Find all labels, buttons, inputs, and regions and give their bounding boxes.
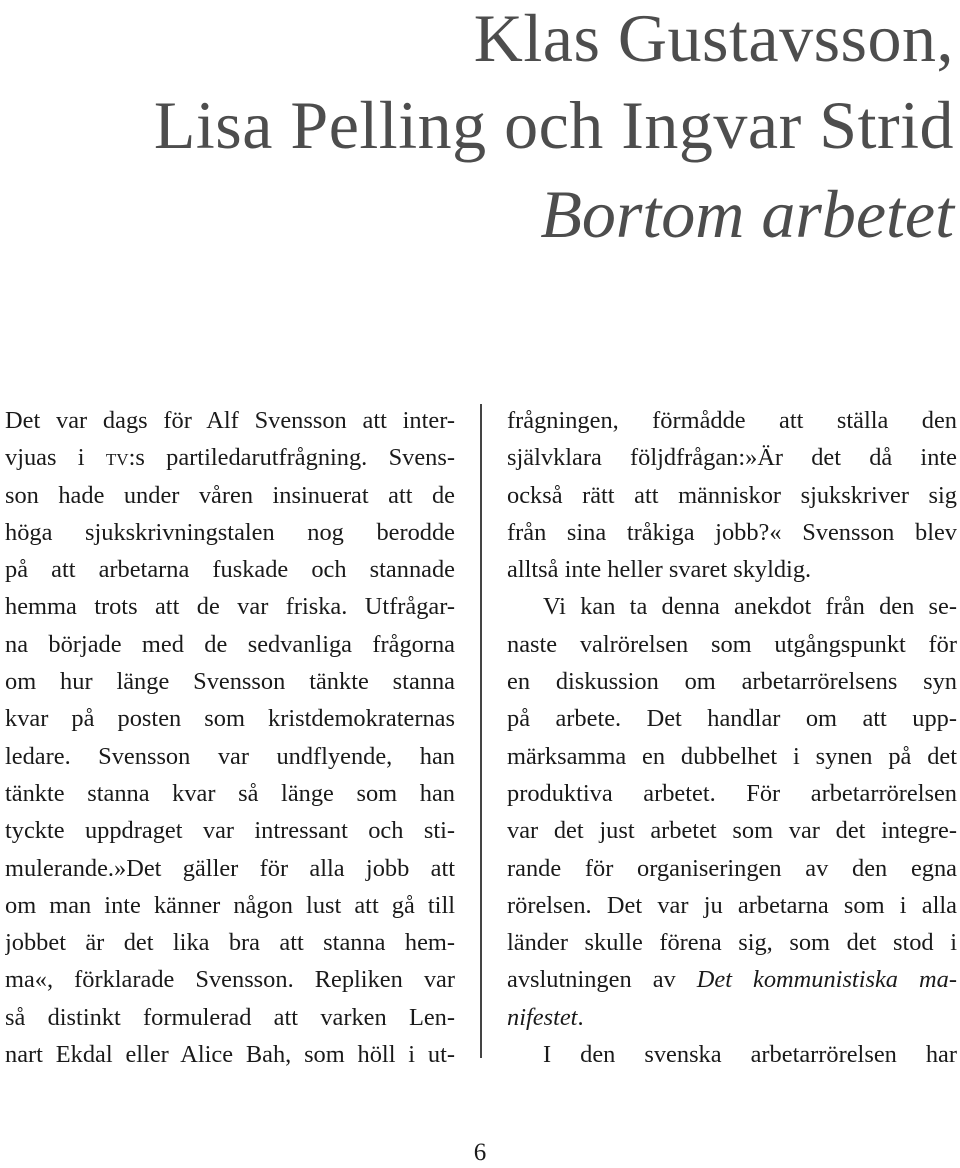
text-segment: :s partiledarutfrågning. Svens-	[128, 444, 455, 472]
text-line: I den svenska arbetarrörelsen har	[543, 1041, 957, 1069]
text-line: rörelsen. Det var ju arbetarna som i alla	[507, 891, 957, 919]
author-line-1: Klas Gustavsson,	[473, 0, 954, 76]
text-line: på arbete. Det handlar om att upp-	[507, 705, 957, 733]
text-line: kvar på posten som kristdemokraternas	[5, 705, 455, 733]
text-line: tänkte stanna kvar så länge som han	[5, 779, 455, 807]
text-line	[507, 961, 957, 998]
text-line: mulerande.»Det gäller för alla jobb att	[5, 854, 455, 882]
text-line: produktiva arbetet. För arbetarrörelsen	[507, 779, 957, 807]
page-number: 6	[473, 1139, 487, 1166]
text-line: ledare. Svensson var undflyende, han	[5, 742, 455, 770]
text-line: Vi kan ta denna anekdot från den se-	[543, 593, 957, 621]
italic-title: nifestet	[507, 1003, 578, 1031]
text-line: från sina tråkiga jobb?« Svensson blev	[507, 518, 957, 546]
text-line: na började med de sedvanliga frågorna	[5, 630, 455, 658]
text-line: märksamma en dubbelhet i synen på det	[507, 742, 957, 770]
text-line: nart Ekdal eller Alice Bah, som höll i ut-	[5, 1041, 455, 1069]
text-line: Det var dags för Alf Svensson att inter-	[5, 407, 455, 434]
book-title: Bortom arbetet	[540, 176, 954, 252]
text-line: frågningen, förmådde att ställa den	[507, 407, 957, 434]
text-line: tyckte uppdraget var intressant och sti-	[5, 817, 455, 845]
right-column	[507, 402, 957, 1073]
text-line: självklara följdfrågan:»Är det då inte	[507, 444, 957, 472]
text-line: också rätt att människor sjukskriver sig	[507, 481, 957, 509]
text-line: höga sjukskrivningstalen nog berodde	[5, 518, 455, 546]
text-segment: vjuas i	[5, 444, 106, 472]
text-line: på att arbetarna fuskade och stannade	[5, 556, 455, 584]
text-line: alltså inte heller svaret skyldig.	[507, 556, 812, 584]
author-line-2: Lisa Pelling och Ingvar Strid	[153, 87, 954, 163]
text-line: länder skulle förena sig, som det stod i	[507, 929, 957, 957]
text-line: son hade under våren insinuerat att de	[5, 481, 455, 509]
italic-title: Det kommunistiska ma-	[696, 966, 957, 994]
text-line: var det just arbetet som var det integre-	[507, 817, 957, 845]
text-line: ma«, förklarade Svensson. Repliken var	[5, 966, 455, 994]
text-line	[507, 999, 957, 1036]
text-line	[5, 439, 455, 476]
text-line: rande för organiseringen av den egna	[507, 854, 957, 882]
text-segment: avslutningen av	[507, 966, 697, 994]
text-line: om man inte känner någon lust att gå till	[5, 891, 455, 919]
text-segment: .	[577, 1003, 584, 1031]
text-line: naste valrörelsen som utgångspunkt för	[507, 630, 957, 658]
text-line: jobbet är det lika bra att stanna hem-	[5, 929, 455, 957]
text-line: hemma trots att de var friska. Utfrågar-	[5, 593, 455, 621]
column-divider	[480, 404, 482, 1058]
left-column	[5, 402, 455, 1073]
small-caps-abbreviation: tv	[105, 444, 129, 472]
text-line: en diskussion om arbetarrörelsens syn	[507, 668, 957, 696]
text-line: så distinkt formulerad att varken Len-	[5, 1003, 455, 1031]
text-line: om hur länge Svensson tänkte stanna	[5, 668, 455, 696]
